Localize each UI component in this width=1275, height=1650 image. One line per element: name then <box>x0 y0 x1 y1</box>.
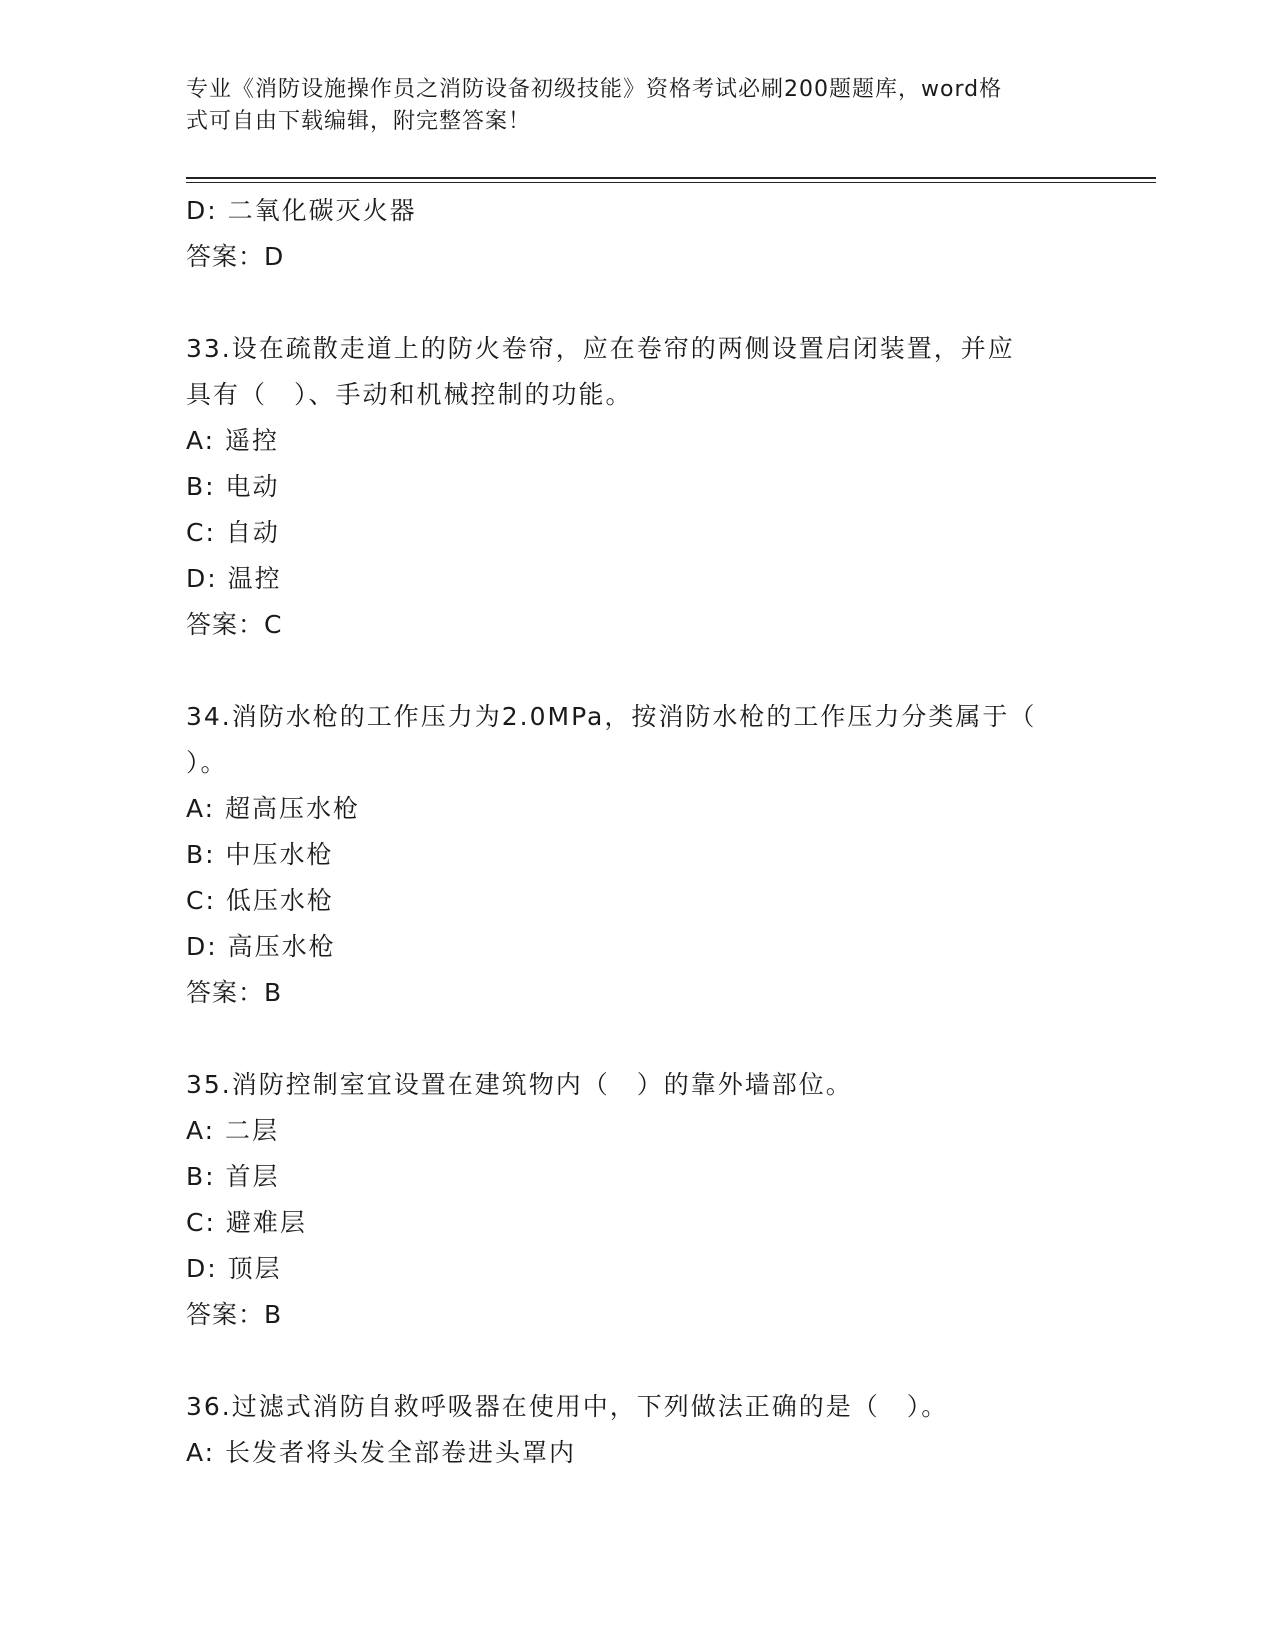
option-c: C: 自动 <box>186 518 280 547</box>
question-35 <box>186 1062 1086 1338</box>
option-a: A: 二层 <box>186 1116 280 1145</box>
question-stem-cont: 具有（ ）、手动和机械控制的功能。 <box>186 380 633 409</box>
answer-line: 答案：B <box>186 978 283 1007</box>
question-stem: 34.消防水枪的工作压力为2.0MPa，按消防水枪的工作压力分类属于（ <box>186 702 1037 731</box>
option-a: A: 超高压水枪 <box>186 794 361 823</box>
answer-line: 答案：B <box>186 1300 283 1329</box>
option-a: A: 长发者将头发全部卷进头罩内 <box>186 1438 577 1467</box>
spacer <box>186 280 1086 326</box>
option-d: D: 二氧化碳灭火器 <box>186 196 417 225</box>
option-a: A: 遥控 <box>186 426 280 455</box>
question-stem: 36.过滤式消防自救呼吸器在使用中，下列做法正确的是（ ）。 <box>186 1392 949 1421</box>
question-stem: 33.设在疏散走道上的防火卷帘，应在卷帘的两侧设置启闭装置，并应 <box>186 334 1015 363</box>
spacer <box>186 648 1086 694</box>
header-line-1: 专业《消防设施操作员之消防设备初级技能》资格考试必刷200题题库，word格 <box>186 77 1003 102</box>
document-header <box>186 74 1086 138</box>
option-b: B: 首层 <box>186 1162 280 1191</box>
option-d: D: 顶层 <box>186 1254 282 1283</box>
option-d: D: 高压水枪 <box>186 932 336 961</box>
header-line-2: 式可自由下载编辑，附完整答案！ <box>186 109 532 134</box>
option-d: D: 温控 <box>186 564 282 593</box>
option-b: B: 中压水枪 <box>186 840 334 869</box>
answer-line: 答案：C <box>186 610 283 639</box>
spacer <box>186 1338 1086 1384</box>
header-divider-thick <box>186 177 1156 179</box>
option-b: B: 电动 <box>186 472 280 501</box>
question-36 <box>186 1384 1086 1476</box>
question-34 <box>186 694 1086 1016</box>
option-c: C: 避难层 <box>186 1208 307 1237</box>
option-c: C: 低压水枪 <box>186 886 334 915</box>
question-stem: 35.消防控制室宜设置在建筑物内（ ）的靠外墙部位。 <box>186 1070 853 1099</box>
document-body <box>186 188 1086 1476</box>
spacer <box>186 1016 1086 1062</box>
question-33 <box>186 326 1086 648</box>
answer-line: 答案：D <box>186 242 285 271</box>
header-divider-thin <box>186 182 1156 183</box>
question-stem-cont: ）。 <box>186 748 228 777</box>
